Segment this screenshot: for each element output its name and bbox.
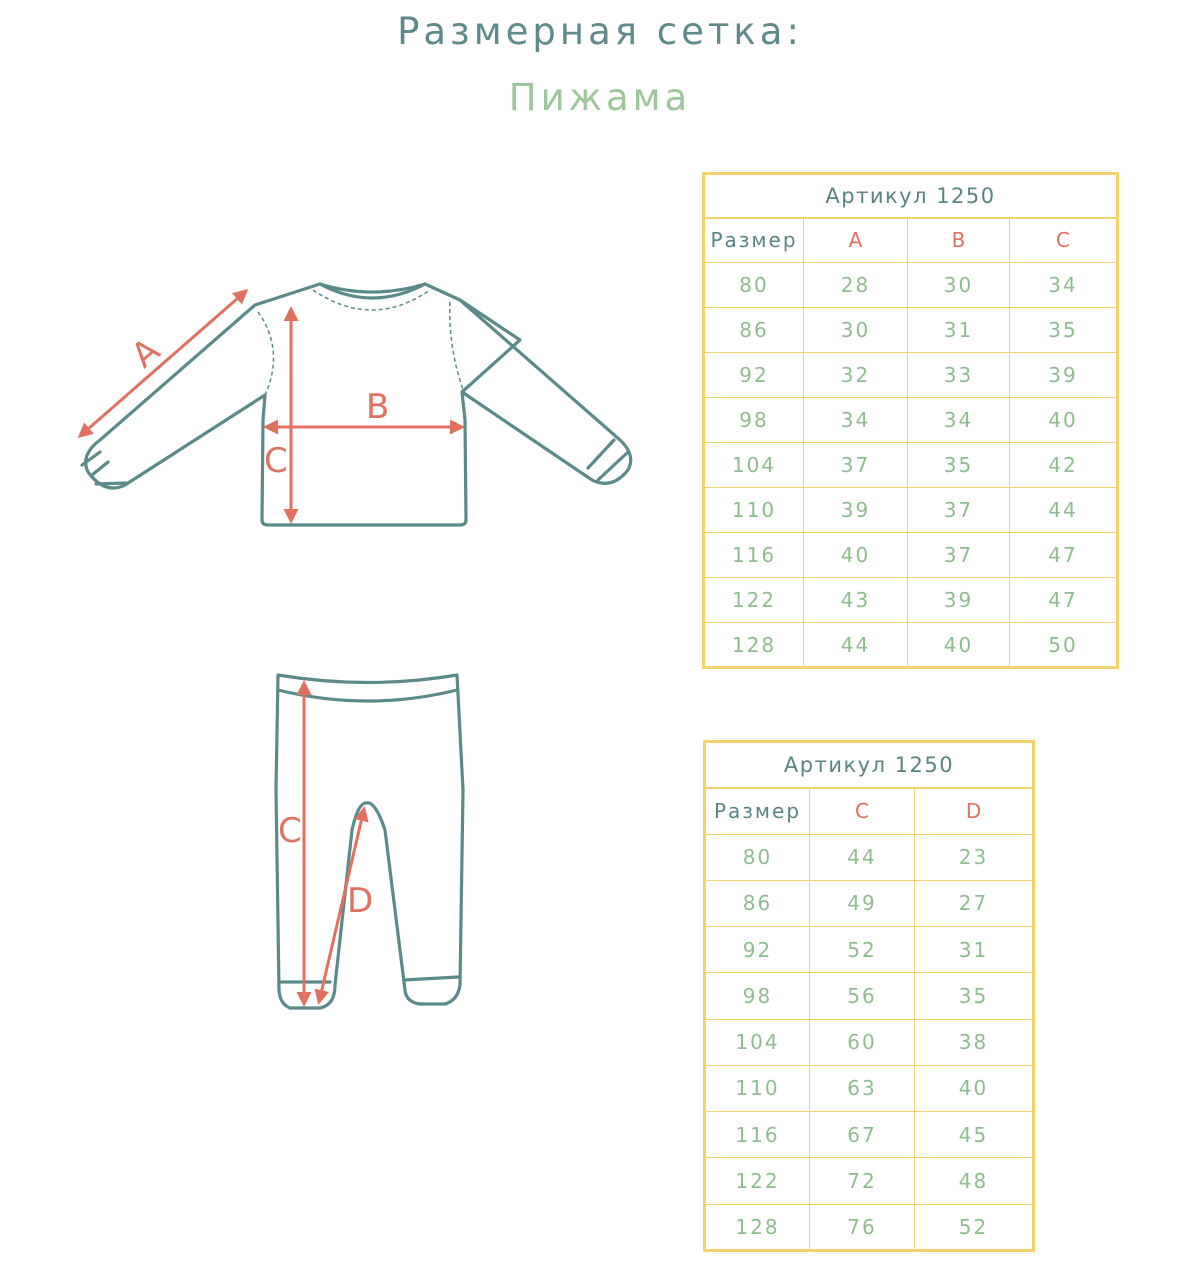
measure-cell: 34 xyxy=(1010,263,1118,308)
measure-cell: 47 xyxy=(1010,578,1118,623)
measure-cell: 60 xyxy=(810,1019,915,1065)
table-row xyxy=(704,308,1118,353)
column-header-size: Размер xyxy=(705,788,810,834)
table-caption: Артикул 1250 xyxy=(705,742,1034,788)
measure-cell: 44 xyxy=(804,623,908,668)
size-cell: 116 xyxy=(704,533,804,578)
table-row xyxy=(704,353,1118,398)
measure-cell: 63 xyxy=(810,1065,915,1111)
page-subtitle: Пижама xyxy=(508,76,692,119)
size-cell: 92 xyxy=(704,353,804,398)
measure-cell: 56 xyxy=(810,973,915,1019)
table-row xyxy=(705,880,1034,926)
table-row xyxy=(705,1065,1034,1111)
column-header-c: C xyxy=(810,788,915,834)
pants-measure-c-label: C xyxy=(278,811,302,851)
column-header-d: D xyxy=(915,788,1034,834)
measure-cell: 35 xyxy=(915,973,1034,1019)
measure-cell: 32 xyxy=(804,353,908,398)
measure-cell: 37 xyxy=(804,443,908,488)
measure-cell: 44 xyxy=(1010,488,1118,533)
measure-cell: 33 xyxy=(908,353,1010,398)
table-row xyxy=(704,398,1118,443)
measure-cell: 67 xyxy=(810,1112,915,1158)
measure-cell: 47 xyxy=(1010,533,1118,578)
sweatshirt-outline xyxy=(86,284,520,525)
size-cell: 110 xyxy=(704,488,804,533)
measure-cell: 43 xyxy=(804,578,908,623)
table-row xyxy=(704,488,1118,533)
measure-cell: 49 xyxy=(810,880,915,926)
size-table-pants xyxy=(703,740,1035,1252)
column-header-size: Размер xyxy=(704,218,804,263)
measure-cell: 34 xyxy=(804,398,908,443)
measure-cell: 31 xyxy=(908,308,1010,353)
size-cell: 104 xyxy=(705,1019,810,1065)
measure-cell: 40 xyxy=(908,623,1010,668)
table-row xyxy=(704,623,1118,668)
pants-measure-d-label: D xyxy=(347,881,374,921)
measure-cell: 35 xyxy=(1010,308,1118,353)
measure-cell: 76 xyxy=(810,1204,915,1250)
column-header-b: B xyxy=(908,218,1010,263)
size-table-sweatshirt xyxy=(702,172,1119,669)
measure-cell: 40 xyxy=(1010,398,1118,443)
table-row xyxy=(704,443,1118,488)
measure-cell: 38 xyxy=(915,1019,1034,1065)
measure-cell: 23 xyxy=(915,834,1034,880)
table-caption: Артикул 1250 xyxy=(704,174,1118,218)
size-cell: 110 xyxy=(705,1065,810,1111)
size-cell: 80 xyxy=(705,834,810,880)
table-row xyxy=(705,927,1034,973)
measure-cell: 48 xyxy=(915,1158,1034,1204)
size-cell: 122 xyxy=(704,578,804,623)
size-cell: 104 xyxy=(704,443,804,488)
table-row xyxy=(705,1112,1034,1158)
table-row xyxy=(705,1204,1034,1250)
measure-cell: 40 xyxy=(915,1065,1034,1111)
sweatshirt-drawing xyxy=(80,284,631,525)
size-cell: 98 xyxy=(705,973,810,1019)
column-header-c: C xyxy=(1010,218,1118,263)
page-title: Размерная сетка: xyxy=(397,10,803,53)
measure-cell: 34 xyxy=(908,398,1010,443)
measure-cell: 72 xyxy=(810,1158,915,1204)
table-row xyxy=(704,263,1118,308)
measure-cell: 52 xyxy=(810,927,915,973)
measure-cell: 42 xyxy=(1010,443,1118,488)
measure-cell: 44 xyxy=(810,834,915,880)
table-row xyxy=(705,1158,1034,1204)
size-cell: 116 xyxy=(705,1112,810,1158)
measure-cell: 39 xyxy=(908,578,1010,623)
column-header-a: A xyxy=(804,218,908,263)
table-row xyxy=(705,1019,1034,1065)
measure-cell: 52 xyxy=(915,1204,1034,1250)
pants-drawing xyxy=(276,675,463,1008)
measure-cell: 39 xyxy=(804,488,908,533)
size-cell: 128 xyxy=(735,1214,780,1239)
size-cell: 98 xyxy=(704,398,804,443)
measure-cell: 37 xyxy=(908,488,1010,533)
measure-cell: 37 xyxy=(908,533,1010,578)
measure-cell: 27 xyxy=(915,880,1034,926)
measure-b-label: B xyxy=(366,387,390,427)
measure-cell: 28 xyxy=(804,263,908,308)
size-cell: 86 xyxy=(704,308,804,353)
measure-cell: 39 xyxy=(1010,353,1118,398)
table-row xyxy=(705,834,1034,880)
table-row xyxy=(705,973,1034,1019)
size-cell: 122 xyxy=(705,1158,810,1204)
measure-cell: 35 xyxy=(908,443,1010,488)
measure-cell: 30 xyxy=(804,308,908,353)
table-header-row xyxy=(704,218,1118,263)
table-row xyxy=(704,578,1118,623)
size-cell: 80 xyxy=(704,263,804,308)
table-header-row xyxy=(705,788,1034,834)
measure-cell: 50 xyxy=(1010,623,1118,668)
measure-a-label: A xyxy=(124,330,168,376)
measure-c-label: C xyxy=(264,441,288,481)
size-cell: 128 xyxy=(731,632,777,657)
size-cell: 86 xyxy=(705,880,810,926)
measure-cell: 45 xyxy=(915,1112,1034,1158)
measure-cell: 30 xyxy=(908,263,1010,308)
measure-cell: 40 xyxy=(804,533,908,578)
table-row xyxy=(704,533,1118,578)
size-cell: 92 xyxy=(705,927,810,973)
measure-cell: 31 xyxy=(915,927,1034,973)
